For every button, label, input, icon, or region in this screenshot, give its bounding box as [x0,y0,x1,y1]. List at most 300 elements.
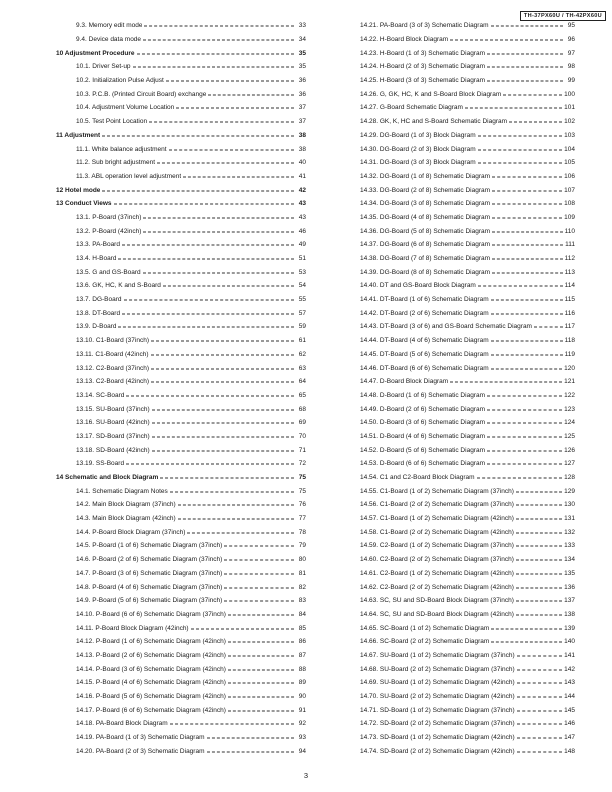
toc-leader-dots [224,573,294,574]
toc-entry-page: 69 [298,419,306,427]
toc-entry[interactable] [340,402,575,416]
toc-entry[interactable] [56,498,306,512]
toc-entry[interactable] [340,74,575,88]
toc-entry[interactable] [340,238,575,252]
toc-entry[interactable] [340,525,575,539]
toc-entry[interactable] [56,717,306,731]
toc-entry-title: 14.61. C2-Board (1 of 2) Schematic Diagram (42inch) [360,569,514,577]
toc-leader-dots [102,190,294,191]
toc-entry-page: 49 [298,241,306,249]
toc-entry-title: 14.69. SU-Board (1 of 2) Schematic Diagram (42inch) [360,679,515,687]
toc-entry[interactable] [340,690,575,704]
toc-entry-page: 148 [564,747,575,755]
toc-leader-dots [491,313,563,314]
toc-entry-page: 123 [564,405,575,413]
toc-entry-title: 14.41. DT-Board (1 of 6) Schematic Diagram [360,296,489,304]
toc-leader-dots [465,108,562,109]
toc-entry-title: 13.14. SC-Board [76,391,125,399]
toc-entry-title: 14.66. SC-Board (2 of 2) Schematic Diagram [360,638,490,646]
toc-leader-dots [191,628,294,629]
toc-entry[interactable] [340,539,575,553]
toc-entry-title: 11.2. Sub bright adjustment [76,159,156,167]
toc-entry[interactable] [56,361,306,375]
toc-entry[interactable] [56,279,306,293]
toc-entry[interactable] [56,265,306,279]
toc-leader-dots [487,81,563,82]
toc-entry-page: 128 [564,474,575,482]
toc-entry-title: 14.11. P-Board Block Diagram (42inch) [76,624,189,632]
toc-leader-dots [517,724,563,725]
toc-leader-dots [487,464,562,465]
toc-entry[interactable] [56,690,306,704]
toc-leader-dots [133,67,294,68]
toc-entry[interactable] [340,484,575,498]
toc-entry-page: 118 [564,337,575,345]
toc-leader-dots [224,587,294,588]
toc-entry[interactable] [56,649,306,663]
toc-leader-dots [207,751,295,752]
toc-entry[interactable] [340,594,575,608]
toc-entry-page: 62 [298,350,306,358]
toc-leader-dots [487,450,562,451]
toc-leader-dots [492,217,562,218]
toc-entry[interactable] [56,74,306,88]
toc-entry[interactable] [56,512,306,526]
toc-entry-title: 14.55. C1-Board (1 of 2) Schematic Diagram (37inch) [360,487,514,495]
toc-entry-page: 100 [564,90,575,98]
toc-entry[interactable] [56,19,306,33]
toc-leader-dots [487,53,563,54]
toc-entry-title: 14.34. DG-Board (3 of 8) Schematic Diagram [360,200,491,208]
toc-entry-title: 13.15. SU-Board (37inch) [76,405,150,413]
toc-entry[interactable] [56,635,306,649]
toc-leader-dots [143,217,294,218]
toc-entry[interactable] [56,375,306,389]
toc-entry[interactable] [340,744,575,758]
toc-leader-dots [487,423,562,424]
toc-entry[interactable] [56,224,306,238]
toc-entry[interactable] [340,580,575,594]
toc-entry[interactable] [56,608,306,622]
toc-entry[interactable] [340,183,575,197]
toc-entry-title: 14.22. H-Board Block Diagram [360,36,449,44]
toc-entry[interactable] [56,142,306,156]
toc-entry-page: 84 [298,610,306,618]
toc-entry-title: 9.3. Memory edit mode [76,22,143,30]
toc-entry[interactable] [340,703,575,717]
toc-entry-page: 51 [298,255,306,263]
toc-entry-page: 36 [298,90,306,98]
toc-leader-dots [509,122,562,123]
toc-entry[interactable] [340,142,575,156]
toc-leader-dots [207,738,295,739]
toc-leader-dots [492,231,563,232]
toc-entry-title: 14.14. P-Board (3 of 6) Schematic Diagram (42inch) [76,665,226,673]
toc-leader-dots [516,560,562,561]
toc-entry-title: 14.73. SD-Board (1 of 2) Schematic Diagram (42inch) [360,734,515,742]
toc-leader-dots [491,341,563,342]
toc-entry-page: 81 [298,569,306,577]
toc-entry-title: 9.4. Device data mode [76,36,142,44]
toc-entry-page: 93 [298,734,306,742]
toc-entry[interactable] [340,19,575,33]
toc-entry-page: 145 [564,706,575,714]
toc-entry-title: 14.32. DG-Board (1 of 8) Schematic Diagram [360,172,491,180]
toc-leader-dots [228,669,294,670]
toc-entry[interactable] [56,580,306,594]
toc-entry-page: 143 [564,679,575,687]
toc-entry[interactable] [340,717,575,731]
toc-entry[interactable] [56,744,306,758]
toc-entry[interactable] [340,60,575,74]
toc-entry[interactable] [340,197,575,211]
toc-entry[interactable] [56,293,306,307]
toc-section-heading[interactable] [56,197,306,211]
toc-leader-dots [151,354,294,355]
toc-right-column [340,19,575,758]
toc-entry-title: 14.30. DG-Board (2 of 3) Block Diagram [360,145,476,153]
toc-entry[interactable] [56,484,306,498]
toc-entry[interactable] [340,293,575,307]
toc-entry-page: 103 [564,131,575,139]
toc-leader-dots [478,286,563,287]
toc-entry-page: 88 [298,665,306,673]
toc-entry[interactable] [340,375,575,389]
toc-entry[interactable] [340,471,575,485]
toc-entry[interactable] [340,101,575,115]
toc-entry-page: 78 [298,528,306,536]
toc-entry[interactable] [340,443,575,457]
toc-entry[interactable] [340,265,575,279]
toc-entry[interactable] [56,115,306,129]
toc-leader-dots [478,149,563,150]
toc-entry[interactable] [56,525,306,539]
toc-entry[interactable] [340,306,575,320]
toc-entry-title: 14.25. H-Board (3 of 3) Schematic Diagram [360,77,485,85]
toc-entry-page: 101 [564,104,575,112]
toc-entry-title: 14.54. C1 and C2-Board Block Diagram [360,474,475,482]
toc-entry[interactable] [340,731,575,745]
toc-entry-title: 14.7. P-Board (3 of 6) Schematic Diagram (37inch) [76,569,223,577]
toc-entry-page: 140 [564,638,575,646]
toc-entry-title: 14.74. SD-Board (2 of 2) Schematic Diagram (42inch) [360,747,515,755]
toc-entry[interactable] [56,306,306,320]
toc-entry[interactable] [56,87,306,101]
toc-leader-dots [170,491,294,492]
toc-leader-dots [487,409,562,410]
toc-entry[interactable] [56,443,306,457]
toc-entry-title: 14.59. C2-Board (1 of 2) Schematic Diagram (37inch) [360,542,514,550]
toc-entry-title: 14.71. SD-Board (1 of 2) Schematic Diagram (37inch) [360,706,515,714]
toc-leader-dots [492,245,563,246]
toc-leader-dots [450,40,563,41]
toc-entry-page: 146 [564,720,575,728]
toc-entry[interactable] [340,224,575,238]
toc-entry-page: 33 [298,22,306,30]
toc-entry[interactable] [56,170,306,184]
toc-entry[interactable] [56,430,306,444]
toc-leader-dots [163,286,294,287]
toc-leader-dots [478,163,563,164]
toc-entry-title: 10 Adjustment Procedure [56,49,135,57]
toc-leader-dots [114,204,294,205]
toc-entry-page: 83 [298,597,306,605]
toc-entry-title: 14.10. P-Board (6 of 6) Schematic Diagram (37inch) [76,610,226,618]
toc-leader-dots [144,26,294,27]
toc-entry[interactable] [340,115,575,129]
toc-entry-title: 10.2. Initialization Pulse Adjust [76,77,164,85]
toc-entry-title: 14.24. H-Board (2 of 3) Schematic Diagram [360,63,485,71]
toc-entry[interactable] [56,539,306,553]
toc-entry-title: 13.4. H-Board [76,255,117,263]
toc-entry-title: 14.62. C2-Board (2 of 2) Schematic Diagram (42inch) [360,583,514,591]
toc-entry-title: 14.2. Main Block Diagram (37inch) [76,501,176,509]
toc-entry-page: 43 [298,200,306,208]
toc-entry-page: 142 [564,665,575,673]
toc-entry-page: 96 [567,36,575,44]
toc-entry-title: 14.28. GK, K, HC and S-Board Schematic Diagram [360,118,508,126]
toc-entry-title: 14.49. D-Board (2 of 6) Schematic Diagram [360,405,485,413]
toc-leader-dots [143,40,294,41]
toc-entry-page: 65 [298,391,306,399]
toc-leader-dots [516,587,562,588]
toc-entry[interactable] [56,731,306,745]
toc-leader-dots [160,478,294,479]
toc-entry[interactable] [340,156,575,170]
toc-entry-title: 14.4. P-Board Block Diagram (37inch) [76,528,186,536]
toc-entry[interactable] [56,320,306,334]
toc-entry-title: 14.53. D-Board (6 of 6) Schematic Diagram [360,460,485,468]
toc-entry-title: 11.1. White balance adjustment [76,145,167,153]
toc-entry-title: 14.64. SC, SU and SD-Board Block Diagram (42inch) [360,610,514,618]
toc-leader-dots [126,464,294,465]
toc-entry-title: 14.8. P-Board (4 of 6) Schematic Diagram (37inch) [76,583,223,591]
toc-entry[interactable] [56,156,306,170]
toc-entry[interactable] [340,498,575,512]
toc-entry-page: 111 [565,241,575,249]
toc-entry-title: 11 Adjustment [56,131,101,139]
toc-leader-dots [516,491,562,492]
toc-entry[interactable] [340,129,575,143]
toc-entry[interactable] [56,567,306,581]
toc-leader-dots [491,642,562,643]
toc-entry-page: 38 [298,145,306,153]
toc-entry-title: 14.37. DG-Board (6 of 8) Schematic Diagram [360,241,491,249]
toc-leader-dots [516,601,562,602]
toc-entry-title: 14.45. DT-Board (5 of 6) Schematic Diagram [360,350,489,358]
toc-entry-title: 13.17. SD-Board (37inch) [76,432,150,440]
toc-entry-title: 13.3. PA-Board [76,241,120,249]
toc-entry-page: 133 [564,542,575,550]
toc-entry-title: 14.56. C1-Board (2 of 2) Schematic Diagram (37inch) [360,501,514,509]
toc-entry[interactable] [56,211,306,225]
toc-entry[interactable] [56,621,306,635]
toc-entry-title: 14.60. C2-Board (2 of 2) Schematic Diagram (37inch) [360,556,514,564]
toc-entry-title: 14.20. PA-Board (2 of 3) Schematic Diagram [76,747,205,755]
toc-entry-page: 71 [298,446,306,454]
toc-section-heading[interactable] [56,46,306,60]
toc-entry-page: 35 [298,63,306,71]
toc-leader-dots [517,697,563,698]
toc-section-heading[interactable] [56,183,306,197]
toc-leader-dots [151,341,294,342]
toc-entry[interactable] [56,60,306,74]
toc-leader-dots [152,450,294,451]
toc-entry-title: 13.12. C2-Board (37inch) [76,364,149,372]
toc-entry[interactable] [56,594,306,608]
toc-entry-page: 136 [564,583,575,591]
toc-leader-dots [176,108,294,109]
toc-entry[interactable] [340,512,575,526]
toc-leader-dots [228,710,294,711]
toc-entry[interactable] [340,211,575,225]
toc-entry[interactable] [340,430,575,444]
toc-leader-dots [224,546,294,547]
toc-entry-page: 63 [298,364,306,372]
toc-entry-title: 14.21. PA-Board (3 of 3) Schematic Diagram [360,22,489,30]
toc-leader-dots [157,163,294,164]
toc-entry[interactable] [340,279,575,293]
toc-leader-dots [516,546,562,547]
toc-entry[interactable] [56,33,306,47]
toc-entry-title: 14.35. DG-Board (4 of 8) Schematic Diagram [360,213,491,221]
toc-entry-page: 55 [298,296,306,304]
toc-entry-title: 14.29. DG-Board (1 of 3) Block Diagram [360,131,476,139]
toc-entry-title: 13.7. DG-Board [76,296,122,304]
toc-entry-page: 72 [298,460,306,468]
toc-entry-title: 14.44. DT-Board (4 of 6) Schematic Diagram [360,337,489,345]
toc-entry[interactable] [56,676,306,690]
toc-entry-page: 91 [298,706,306,714]
toc-entry[interactable] [56,553,306,567]
toc-section-heading[interactable] [56,471,306,485]
toc-entry[interactable] [56,662,306,676]
toc-entry-title: 14.13. P-Board (2 of 6) Schematic Diagram (42inch) [76,651,226,659]
toc-entry-title: 14 Schematic and Block Diagram [56,474,159,482]
toc-entry[interactable] [340,676,575,690]
toc-entry-page: 53 [298,268,306,276]
toc-entry-title: 14.36. DG-Board (5 of 8) Schematic Diagram [360,227,491,235]
toc-entry[interactable] [340,567,575,581]
toc-leader-dots [516,519,562,520]
toc-entry-page: 121 [564,378,575,386]
toc-section-heading[interactable] [56,129,306,143]
toc-entry[interactable] [340,46,575,60]
toc-entry-page: 34 [298,36,306,44]
toc-entry[interactable] [340,87,575,101]
toc-entry-page: 43 [298,213,306,221]
toc-leader-dots [228,655,294,656]
toc-entry[interactable] [340,662,575,676]
toc-entry-title: 14.42. DT-Board (2 of 6) Schematic Diagram [360,309,489,317]
toc-entry[interactable] [340,649,575,663]
toc-entry-page: 108 [564,200,575,208]
toc-entry-title: 14.40. DT and GS-Board Block Diagram [360,282,476,290]
toc-entry-page: 38 [298,131,306,139]
toc-leader-dots [208,94,294,95]
toc-entry-title: 14.46. DT-Board (6 of 6) Schematic Diagram [360,364,489,372]
toc-entry-page: 86 [298,638,306,646]
toc-entry[interactable] [56,238,306,252]
toc-entry[interactable] [340,334,575,348]
toc-entry[interactable] [56,348,306,362]
toc-entry-title: 14.27. G-Board Schematic Diagram [360,104,463,112]
toc-entry-page: 120 [564,364,575,372]
toc-entry-page: 70 [298,432,306,440]
toc-leader-dots [517,683,563,684]
toc-entry-page: 85 [298,624,306,632]
toc-entry-page: 87 [298,651,306,659]
toc-leader-dots [228,642,294,643]
toc-entry-page: 95 [567,22,575,30]
toc-entry-title: 13.18. SD-Board (42inch) [76,446,150,454]
toc-leader-dots [228,697,294,698]
toc-entry-title: 13.1. P-Board (37inch) [76,213,142,221]
toc-leader-dots [517,710,563,711]
toc-entry[interactable] [340,170,575,184]
toc-leader-dots [487,436,562,437]
toc-leader-dots [516,614,562,615]
toc-leader-dots [492,190,562,191]
toc-entry[interactable] [340,361,575,375]
toc-entry-title: 14.19. PA-Board (1 of 3) Schematic Diagram [76,734,205,742]
toc-entry-title: 14.57. C1-Board (1 of 2) Schematic Diagram (42inch) [360,515,514,523]
toc-entry-page: 105 [564,159,575,167]
toc-entry-page: 104 [564,145,575,153]
toc-entry[interactable] [56,334,306,348]
toc-entry[interactable] [340,348,575,362]
toc-entry-title: 14.33. DG-Board (2 of 8) Schematic Diagram [360,186,491,194]
toc-leader-dots [516,505,562,506]
toc-entry[interactable] [56,252,306,266]
toc-entry[interactable] [56,457,306,471]
toc-entry[interactable] [340,457,575,471]
toc-entry[interactable] [340,389,575,403]
toc-left-column [56,19,306,758]
toc-entry-page: 135 [564,569,575,577]
toc-entry-title: 14.63. SC, SU and SD-Board Block Diagram (37inch) [360,597,514,605]
toc-entry[interactable] [56,416,306,430]
toc-entry-title: 14.47. D-Board Block Diagram [360,378,449,386]
toc-entry-title: 10.5. Test Point Location [76,118,148,126]
toc-entry-page: 79 [298,542,306,550]
toc-entry-title: 14.15. P-Board (4 of 6) Schematic Diagram (42inch) [76,679,226,687]
toc-entry[interactable] [340,635,575,649]
toc-entry-page: 137 [564,597,575,605]
toc-entry[interactable] [340,621,575,635]
toc-entry[interactable] [340,252,575,266]
toc-entry[interactable] [56,402,306,416]
toc-entry-page: 57 [298,309,306,317]
toc-entry[interactable] [340,553,575,567]
toc-leader-dots [118,259,294,260]
toc-entry-page: 42 [298,186,306,194]
toc-entry-page: 77 [298,515,306,523]
model-number-badge: TH-37PX60U / TH-42PX60U [520,11,606,21]
toc-entry[interactable] [340,416,575,430]
toc-entry-title: 10.3. P.C.B. (Printed Circuit Board) exchange [76,90,207,98]
toc-entry-title: 14.18. PA-Board Block Diagram [76,720,168,728]
toc-entry-page: 129 [564,487,575,495]
toc-entry[interactable] [340,320,575,334]
toc-entry-title: 14.70. SU-Board (2 of 2) Schematic Diagram (42inch) [360,693,515,701]
toc-entry[interactable] [56,101,306,115]
toc-entry[interactable] [56,703,306,717]
toc-entry[interactable] [340,33,575,47]
toc-entry[interactable] [56,389,306,403]
toc-leader-dots [478,135,563,136]
toc-entry[interactable] [340,608,575,622]
